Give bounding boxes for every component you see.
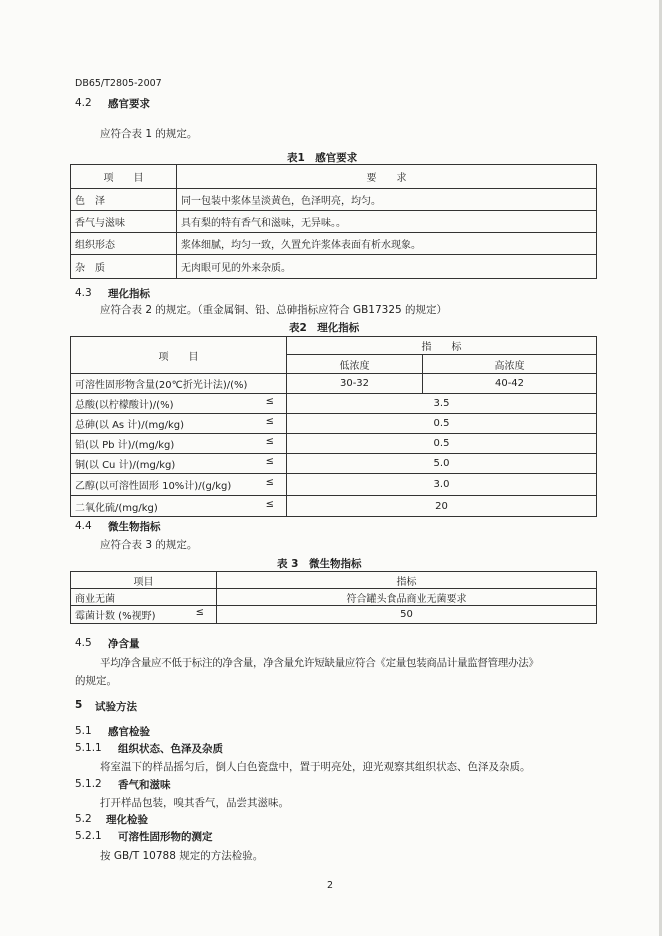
le-symbol: ≤ (195, 607, 204, 618)
table-2-cell-label (71, 394, 287, 414)
le-symbol: ≤ (265, 477, 274, 488)
table-1-header-req: 要 求 (177, 165, 597, 189)
table-3-cell-label (71, 606, 217, 624)
table-2-label-text: 总酸(以柠檬酸计)/(%) (75, 400, 174, 411)
section-4-5-text-line2: 的规定。 (75, 675, 117, 687)
table-row (71, 474, 597, 496)
table-2-cell-value: 5.0 (287, 454, 597, 474)
table-2-header-low: 低浓度 (287, 355, 423, 374)
table-1-cell-req: 同一包装中浆体呈淡黄色，色泽明亮，均匀。 (177, 189, 597, 211)
section-4-5-title: 净含量 (108, 638, 140, 650)
table-2-cell-label (71, 474, 287, 496)
section-5-1-number: 5.1 (75, 725, 92, 737)
table-3-header-index: 指标 (217, 572, 597, 589)
table-2-physicochemical (70, 336, 597, 517)
table-1-cell-item: 色 泽 (71, 189, 177, 211)
table-2-cell-value: 0.5 (287, 434, 597, 454)
section-5-number: 5 (75, 699, 83, 711)
table-row (71, 211, 597, 233)
table-row (71, 189, 597, 211)
table-row (71, 606, 597, 624)
table-row (71, 394, 597, 414)
section-5-2-number: 5.2 (75, 813, 92, 825)
section-4-3-title: 理化指标 (108, 288, 150, 300)
section-5-1-2-number: 5.1.2 (75, 778, 102, 790)
page-number: 2 (327, 880, 334, 891)
table-2-header-item: 项 目 (71, 337, 287, 374)
table-1-cell-req: 浆体细腻，均匀一致，久置允许浆体表面有析水现象。 (177, 233, 597, 255)
table-1-sensory (70, 164, 597, 279)
table-3-label-text: 霉菌计数 (%视野) (75, 611, 156, 622)
section-4-5-text-line1: 平均净含量应不低于标注的净含量，净含量允许短缺量应符合《定量包装商品计量监督管理办法》 (100, 657, 539, 669)
table-1-cell-item: 香气与滋味 (71, 211, 177, 233)
le-symbol: ≤ (265, 396, 274, 407)
table-2-label-text: 铜(以 Cu 计)/(mg/kg) (75, 460, 176, 471)
table-1-header-item: 项 目 (71, 165, 177, 189)
section-5-2-title: 理化检验 (106, 814, 148, 826)
section-4-4-number: 4.4 (75, 520, 92, 532)
le-symbol: ≤ (265, 416, 274, 427)
section-4-5-number: 4.5 (75, 637, 92, 649)
section-4-2-title: 感官要求 (108, 98, 150, 110)
table-2-header-index: 指 标 (287, 337, 597, 355)
table-2-cell-label (71, 496, 287, 517)
table-3-cell-value: 符合罐头食品商业无菌要求 (217, 589, 597, 606)
le-symbol: ≤ (265, 456, 274, 467)
table-2-title: 表2 理化指标 (289, 322, 360, 334)
section-5-2-1-number: 5.2.1 (75, 830, 102, 842)
table-1-title: 表1 感官要求 (287, 152, 358, 164)
le-symbol: ≤ (265, 436, 274, 447)
table-2-header-high: 高浓度 (423, 355, 597, 374)
section-5-title: 试验方法 (95, 701, 137, 713)
section-5-1-title: 感官检验 (108, 726, 150, 738)
table-2-cell-value: 3.5 (287, 394, 597, 414)
section-4-3-text: 应符合表 2 的规定。（重金属铜、铅、总砷指标应符合 GB17325 的规定） (100, 304, 448, 316)
section-5-1-2-title: 香气和滋味 (118, 779, 171, 791)
table-2-label-text: 二氧化硫/(mg/kg) (75, 502, 158, 514)
table-3-microbial (70, 571, 597, 624)
section-5-1-2-text: 打开样品包装，嗅其香气，品尝其滋味。 (100, 797, 289, 809)
table-2-cell-high: 40-42 (423, 374, 597, 394)
section-4-2-text: 应符合表 1 的规定。 (100, 128, 198, 140)
table-2-label-text: 总砷(以 As 计)/(mg/kg) (75, 420, 184, 431)
table-row (71, 255, 597, 279)
table-row (71, 454, 597, 474)
section-4-3-number: 4.3 (75, 287, 92, 299)
table-2-cell-label (71, 414, 287, 434)
table-3-cell-label: 商业无菌 (71, 589, 217, 606)
table-2-cell-label (71, 434, 287, 454)
section-5-2-1-title: 可溶性固形物的测定 (118, 831, 213, 843)
table-2-cell-label (71, 454, 287, 474)
table-row (71, 589, 597, 606)
table-3-title: 表 3 微生物指标 (277, 558, 362, 570)
section-5-2-1-text: 按 GB/T 10788 规定的方法检验。 (100, 850, 264, 862)
table-1-cell-req: 具有梨的特有香气和滋味，无异味。。 (177, 211, 597, 233)
section-4-4-text: 应符合表 3 的规定。 (100, 539, 198, 551)
table-3-header-item: 项目 (71, 572, 217, 589)
table-2-cell-value: 0.5 (287, 414, 597, 434)
table-1-cell-item: 杂 质 (71, 255, 177, 279)
table-row (71, 233, 597, 255)
table-2-cell-low: 30-32 (287, 374, 423, 394)
section-5-1-1-title: 组织状态、色泽及杂质 (118, 743, 223, 755)
section-4-2-number: 4.2 (75, 97, 92, 109)
table-2-cell-label: 可溶性固形物含量(20℃折光计法)/(%) (71, 374, 287, 394)
section-5-1-1-number: 5.1.1 (75, 742, 102, 754)
table-row (71, 414, 597, 434)
table-3-cell-value: 50 (217, 606, 597, 624)
table-2-cell-value: 3.0 (287, 474, 597, 496)
table-2-cell-value: 20 (287, 496, 597, 517)
table-2-label-text: 乙醇(以可溶性固形 10%计)/(g/kg) (75, 481, 232, 492)
table-2-label-text: 铅(以 Pb 计)/(mg/kg) (75, 440, 175, 451)
table-1-cell-req: 无肉眼可见的外来杂质。 (177, 255, 597, 279)
table-1-cell-item: 组织形态 (71, 233, 177, 255)
table-row (71, 434, 597, 454)
table-row (71, 496, 597, 517)
le-symbol: ≤ (265, 498, 274, 510)
table-row (71, 374, 597, 394)
doc-code: DB65/T2805-2007 (75, 78, 162, 89)
section-4-4-title: 微生物指标 (108, 521, 161, 533)
section-5-1-1-text: 将室温下的样品摇匀后，倒人白色瓷盘中，置于明亮处，迎光观察其组织状态、色泽及杂质。 (100, 761, 531, 773)
